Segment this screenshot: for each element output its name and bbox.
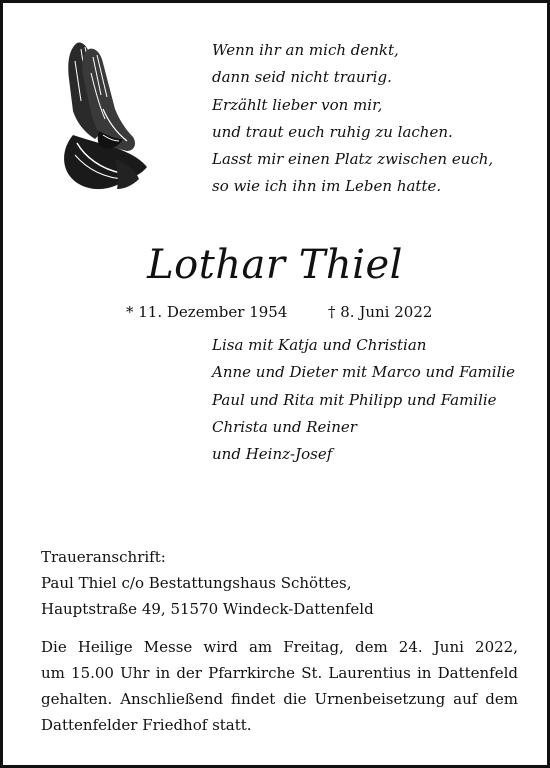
poem-line: und traut euch ruhig zu lachen.	[212, 122, 453, 141]
mourners-list	[212, 332, 542, 468]
mourner-line: Paul und Rita mit Philipp und Familie	[212, 390, 497, 409]
poem-line: Erzählt lieber von mir,	[212, 95, 383, 114]
birth-date: * 11. Dezember 1954	[126, 303, 288, 321]
notice-line: Dattenfelder Friedhof statt.	[41, 716, 252, 734]
address-line: Paul Thiel c/o Bestattungshaus Schöttes,	[41, 574, 352, 592]
mourner-line: und Heinz-Josef	[212, 445, 333, 464]
mourner-line: Anne und Dieter mit Marco und Familie	[212, 363, 516, 382]
poem-line: Lasst mir einen Platz zwischen euch,	[212, 150, 494, 169]
death-date: † 8. Juni 2022	[328, 303, 433, 321]
address-line: Hauptstraße 49, 51570 Windeck-Dattenfeld	[41, 600, 374, 618]
mourner-line: Lisa mit Katja und Christian	[212, 336, 427, 354]
mourning-address	[41, 544, 521, 622]
poem-line: dann seid nicht traurig.	[212, 68, 392, 87]
notice-line: um 15.00 Uhr in der Pfarrkirche St. Laurentius in Dattenfeld	[41, 664, 518, 682]
praying-hands-icon	[55, 39, 155, 195]
mourner-line: Christa und Reiner	[212, 417, 357, 436]
deceased-name: Lothar Thiel	[147, 242, 403, 288]
funeral-notice	[41, 634, 518, 738]
poem-line: Wenn ihr an mich denkt,	[212, 41, 399, 59]
notice-line: gehalten. Anschließend findet die Urnenbeisetzung auf dem	[41, 690, 518, 708]
poem	[212, 37, 532, 201]
poem-line: so wie ich ihn im Leben hatte.	[212, 177, 442, 196]
address-label: Traueranschrift:	[41, 548, 166, 566]
notice-line: Die Heilige Messe wird am Freitag, dem 24. Juni 2022,	[41, 638, 518, 656]
